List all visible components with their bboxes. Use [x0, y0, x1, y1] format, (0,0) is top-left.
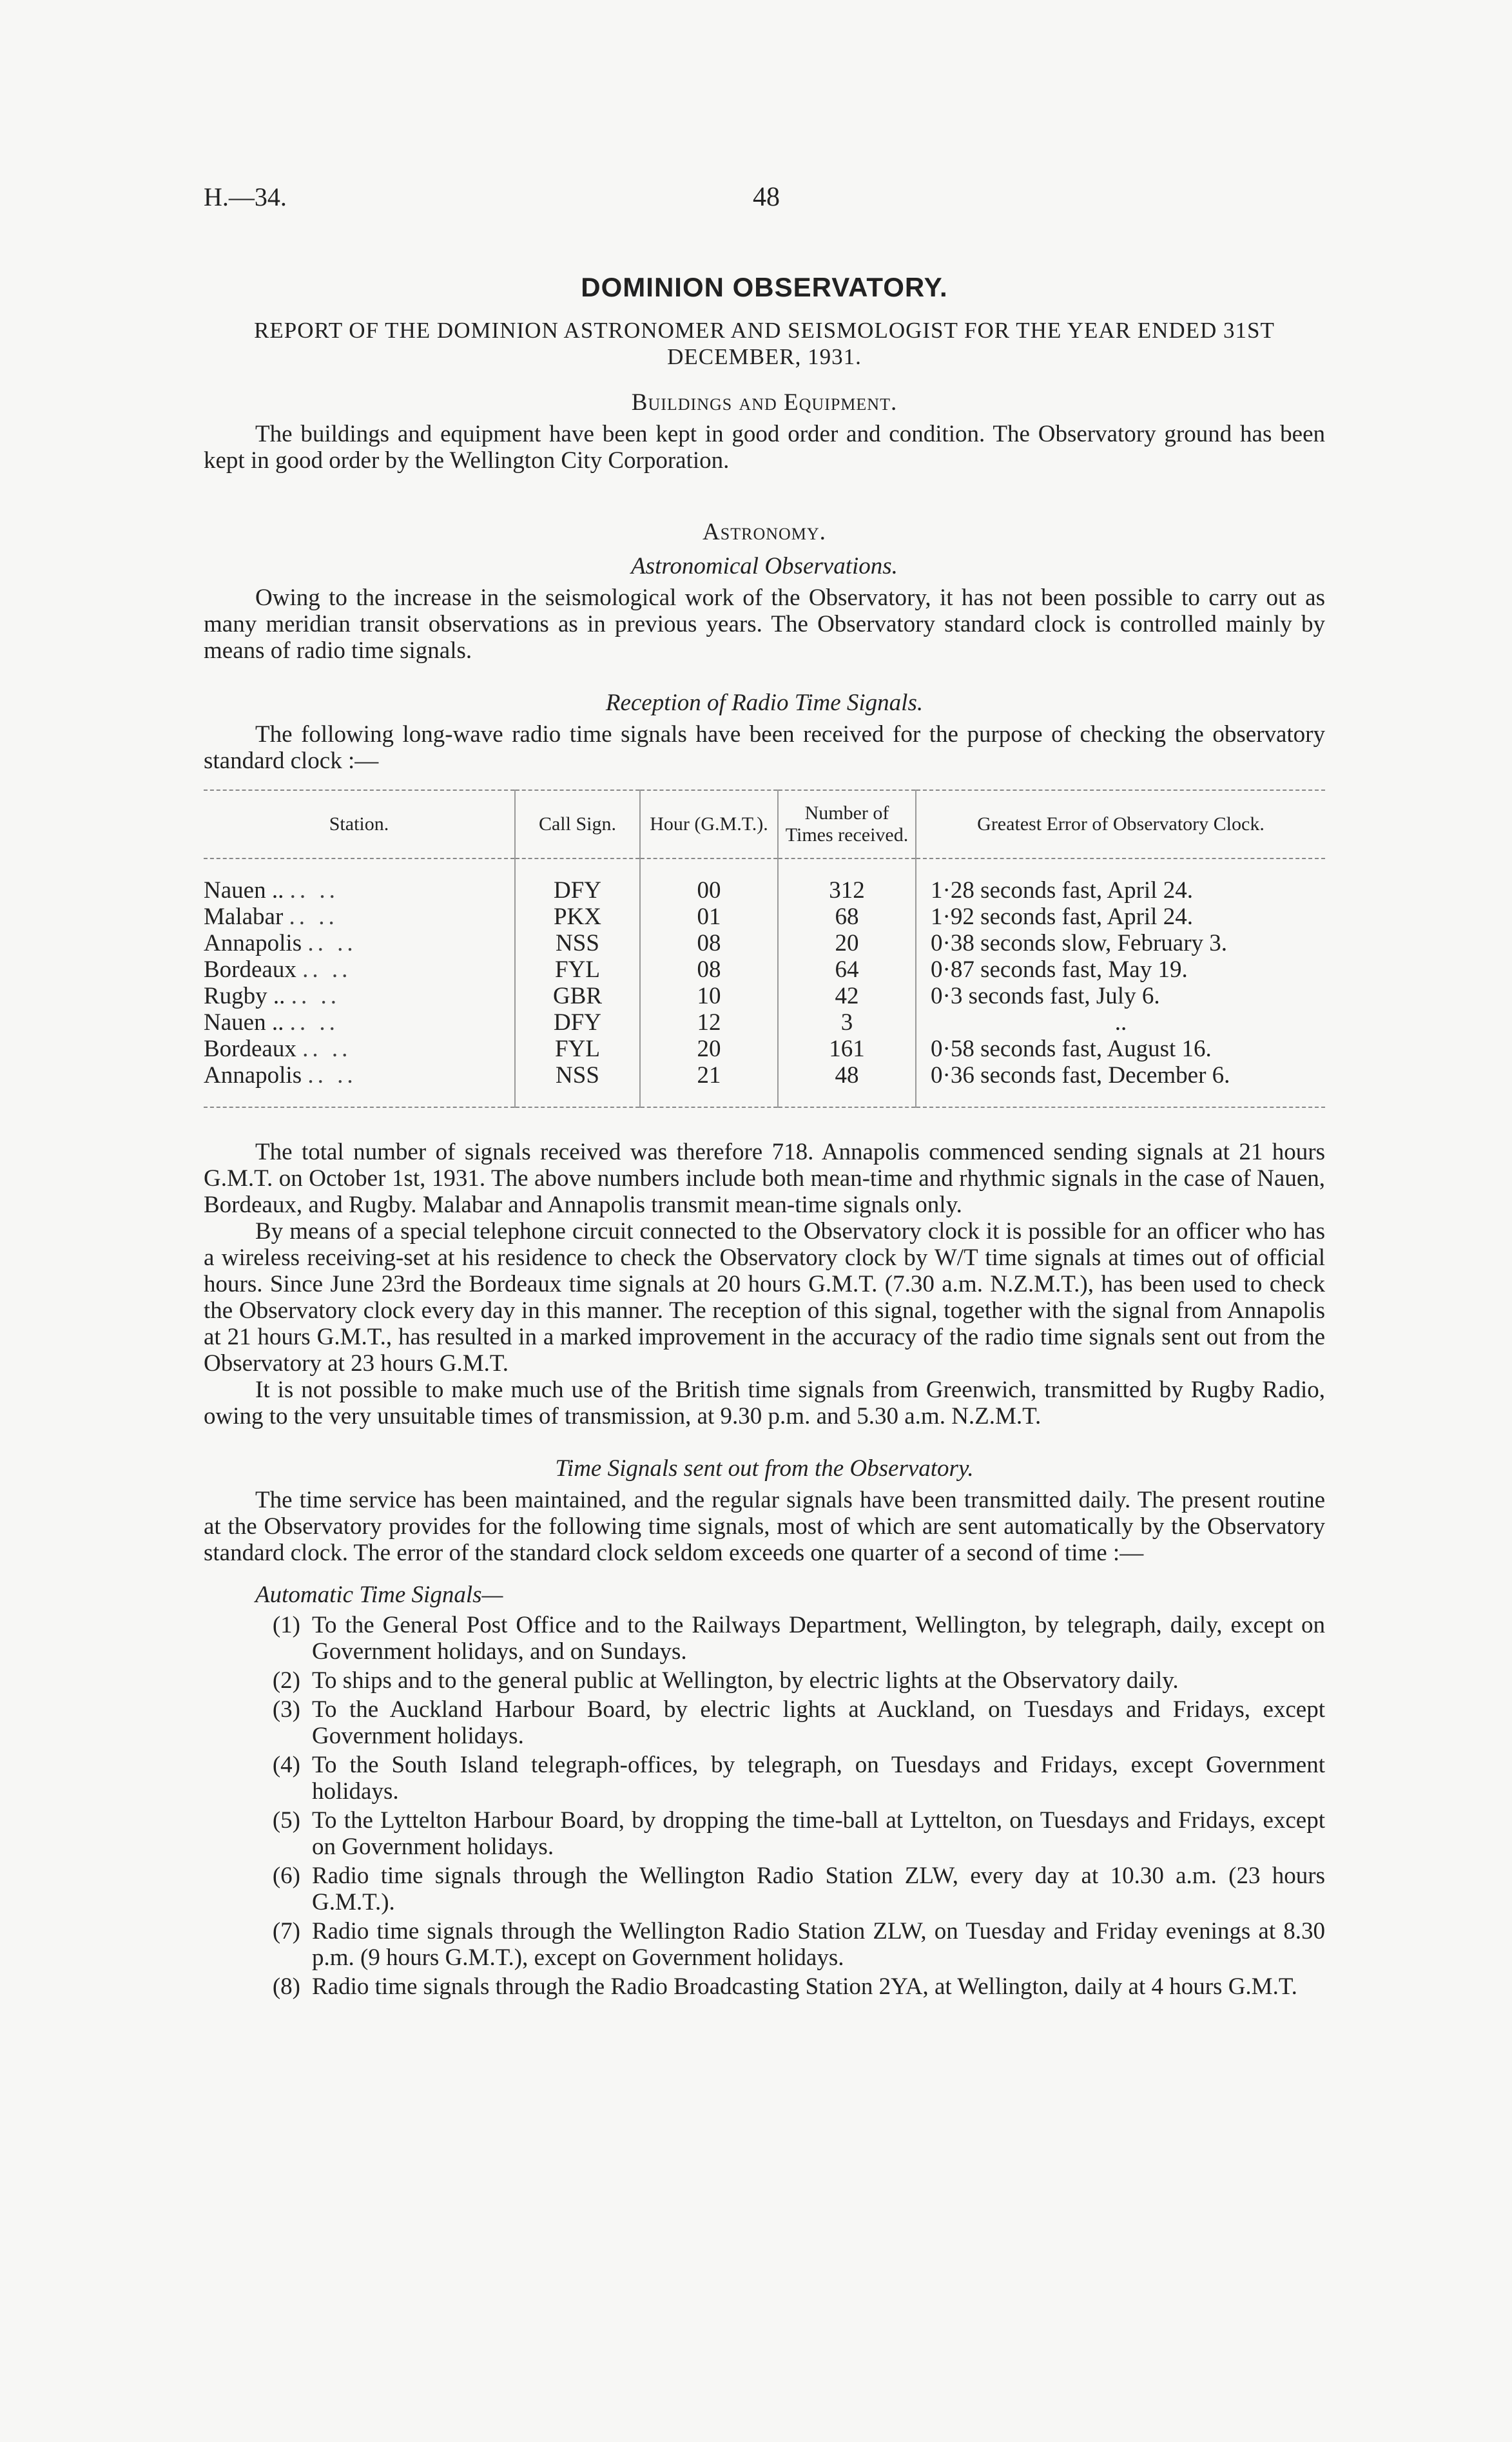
- table-row: [204, 930, 1325, 956]
- call-sign: NSS: [515, 930, 640, 956]
- item-text: To ships and to the general public at Wellington, by electric lights at the Observatory daily.: [312, 1667, 1179, 1694]
- item-number: (6): [272, 1863, 300, 1889]
- station-name: Annapolis: [204, 930, 302, 956]
- reception-intro: The following long-wave radio time signals have been received for the purpose of checking the observatory standard clock :—: [204, 721, 1325, 774]
- station-name: Annapolis: [204, 1062, 302, 1089]
- greatest-error: ..: [1114, 1009, 1127, 1036]
- leader-dots: .. ..: [289, 904, 338, 930]
- greatest-error: 0·58 seconds fast, August 16.: [931, 1036, 1212, 1062]
- times-received: 68: [778, 904, 916, 930]
- greatest-error: 0·87 seconds fast, May 19.: [931, 956, 1188, 983]
- item-text: To the South Island telegraph-offices, by telegraph, on Tuesdays and Fridays, except Government holidays.: [312, 1752, 1325, 1805]
- times-received: 20: [778, 930, 916, 956]
- station-name: Malabar: [204, 904, 284, 930]
- table-row: [204, 904, 1325, 930]
- greatest-error: 1·28 seconds fast, April 24.: [931, 877, 1193, 904]
- header-hour: Hour (G.M.T.).: [640, 790, 778, 858]
- times-received: 312: [778, 858, 916, 904]
- item-text: To the Auckland Harbour Board, by electric lights at Auckland, on Tuesdays and Fridays, except Government holidays.: [312, 1696, 1325, 1749]
- buildings-heading: Buildings and Equipment.: [631, 389, 898, 416]
- reception-heading: Reception of Radio Time Signals.: [605, 690, 924, 716]
- leader-dots: .. ..: [307, 1062, 357, 1089]
- table-row: [204, 1036, 1325, 1062]
- times-received: 3: [778, 1009, 916, 1036]
- item-number: (5): [272, 1807, 300, 1834]
- station-name: Rugby ..: [204, 983, 286, 1009]
- header-call-sign: Call Sign.: [515, 790, 640, 858]
- item-number: (2): [272, 1667, 300, 1694]
- leader-dots: .. ..: [302, 1036, 352, 1062]
- item-number: (4): [272, 1752, 300, 1778]
- times-received: 42: [778, 983, 916, 1009]
- times-received: 48: [778, 1062, 916, 1107]
- item-number: (3): [272, 1696, 300, 1723]
- table-row: [204, 1009, 1325, 1036]
- radio-signals-table: [204, 790, 1325, 1108]
- table-row: [204, 1062, 1325, 1107]
- list-item: [204, 1667, 1325, 1694]
- list-item: [204, 1696, 1325, 1749]
- automatic-signals-heading: Automatic Time Signals—: [255, 1582, 503, 1608]
- call-sign: PKX: [515, 904, 640, 930]
- item-number: (7): [272, 1918, 300, 1944]
- item-text: To the Lyttelton Harbour Board, by dropping the time-ball at Lyttelton, on Tuesdays and Fridays, except on Government holidays.: [312, 1807, 1325, 1860]
- buildings-paragraph: The buildings and equipment have been kept in good order and condition. The Observatory ground has been kept in good order by the Wellington City Corporation.: [204, 421, 1325, 474]
- report-title: DOMINION OBSERVATORY.: [581, 272, 948, 302]
- hour: 20: [640, 1036, 778, 1062]
- header-greatest-error: Greatest Error of Observatory Clock.: [916, 790, 1325, 858]
- greatest-error: 0·36 seconds fast, December 6.: [916, 1062, 1325, 1107]
- hour: 08: [640, 956, 778, 983]
- list-item: [204, 1752, 1325, 1805]
- hour: 00: [640, 858, 778, 904]
- header-station: Station.: [204, 790, 515, 858]
- observations-paragraph: Owing to the increase in the seismological work of the Observatory, it has not been possible to carry out as many meridian transit observations as in previous years. The Observatory standard clock is controlled mainly by means of radio time signals.: [204, 585, 1325, 664]
- station-name: Bordeaux: [204, 1036, 296, 1062]
- astronomy-heading: Astronomy.: [703, 519, 826, 545]
- list-item: [204, 1863, 1325, 1915]
- call-sign: GBR: [515, 983, 640, 1009]
- item-text: To the General Post Office and to the Railways Department, Wellington, by telegraph, daily, except on Government holidays, and on Sundays.: [312, 1612, 1325, 1665]
- page-number: 48: [753, 182, 780, 212]
- greatest-error: 0·38 seconds slow, February 3.: [931, 930, 1228, 956]
- list-item: [204, 1612, 1325, 1665]
- time-signals-heading: Time Signals sent out from the Observatory.: [555, 1455, 974, 1482]
- hour: 08: [640, 930, 778, 956]
- table-row: [204, 983, 1325, 1009]
- total-signals-paragraph: The total number of signals received was therefore 718. Annapolis commenced sending signals at 21 hours G.M.T. on October 1st, 1931. The above numbers include both mean-time and rhythmic signals in the case of Nauen, Bordeaux, and Rugby. Malabar and Annapolis transmit mean-time signals only.: [204, 1139, 1325, 1218]
- list-item: [204, 1918, 1325, 1971]
- station-name: Nauen ..: [204, 1009, 284, 1036]
- leader-dots: .. ..: [289, 1009, 339, 1036]
- table-row: [204, 858, 1325, 904]
- call-sign: FYL: [515, 956, 640, 983]
- leader-dots: .. ..: [289, 877, 339, 904]
- hour: 10: [640, 983, 778, 1009]
- station-name: Nauen ..: [204, 877, 284, 904]
- call-sign: NSS: [515, 1062, 640, 1107]
- hour: 21: [640, 1062, 778, 1107]
- call-sign: DFY: [515, 858, 640, 904]
- table-header-row: [204, 790, 1325, 858]
- list-item: [204, 1973, 1325, 2000]
- times-received: 64: [778, 956, 916, 983]
- header-times-received: Number of Times received.: [778, 790, 916, 858]
- observations-heading: Astronomical Observations.: [631, 553, 898, 579]
- report-subtitle: REPORT OF THE DOMINION ASTRONOMER AND SEISMOLOGIST FOR THE YEAR ENDED 31ST DECEMBER, 1931.: [254, 318, 1275, 369]
- table-row: [204, 956, 1325, 983]
- list-item: [204, 1807, 1325, 1860]
- item-text: Radio time signals through the Wellington Radio Station ZLW, on Tuesday and Friday evenings at 8.30 p.m. (9 hours G.M.T.), except on Government holidays.: [312, 1918, 1325, 1971]
- greatest-error: 1·92 seconds fast, April 24.: [931, 904, 1193, 930]
- greatest-error: 0·3 seconds fast, July 6.: [931, 983, 1160, 1009]
- item-number: (8): [272, 1973, 300, 2000]
- greenwich-paragraph: It is not possible to make much use of the British time signals from Greenwich, transmitted by Rugby Radio, owing to the very unsuitable times of transmission, at 9.30 p.m. and 5.30 a.m. N.Z.M.T.: [204, 1377, 1325, 1429]
- item-text: Radio time signals through the Wellington Radio Station ZLW, every day at 10.30 a.m. (23 hours G.M.T.).: [312, 1863, 1325, 1915]
- automatic-signals-list: [204, 1612, 1325, 2000]
- item-text: Radio time signals through the Radio Broadcasting Station 2YA, at Wellington, daily at 4 hours G.M.T.: [312, 1973, 1297, 2000]
- times-received: 161: [778, 1036, 916, 1062]
- leader-dots: .. ..: [302, 956, 352, 983]
- leader-dots: .. ..: [307, 930, 357, 956]
- parliamentary-reference: H.—34.: [204, 182, 287, 211]
- call-sign: FYL: [515, 1036, 640, 1062]
- station-name: Bordeaux: [204, 956, 296, 983]
- report-body: [204, 274, 1325, 2002]
- item-number: (1): [272, 1612, 300, 1638]
- hour: 12: [640, 1009, 778, 1036]
- time-service-paragraph: The time service has been maintained, and the regular signals have been transmitted daily. The present routine at the Observatory provides for the following time signals, most of which are sent automatically by the Observatory standard clock. The error of the standard clock seldom exceeds one quarter of a second of time :—: [204, 1487, 1325, 1566]
- call-sign: DFY: [515, 1009, 640, 1036]
- hour: 01: [640, 904, 778, 930]
- telephone-circuit-paragraph: By means of a special telephone circuit connected to the Observatory clock it is possible for an officer who has a wireless receiving-set at his residence to check the Observatory clock by W/T time signals at times out of official hours. Since June 23rd the Bordeaux time signals at 20 hours G.M.T. (7.30 a.m. N.Z.M.T.), has been used to check the Observatory clock every day in this manner. The reception of this signal, together with the signal from Annapolis at 21 hours G.M.T., has resulted in a marked improvement in the accuracy of the radio time signals sent out from the Observatory at 23 hours G.M.T.: [204, 1218, 1325, 1377]
- leader-dots: .. ..: [291, 983, 340, 1009]
